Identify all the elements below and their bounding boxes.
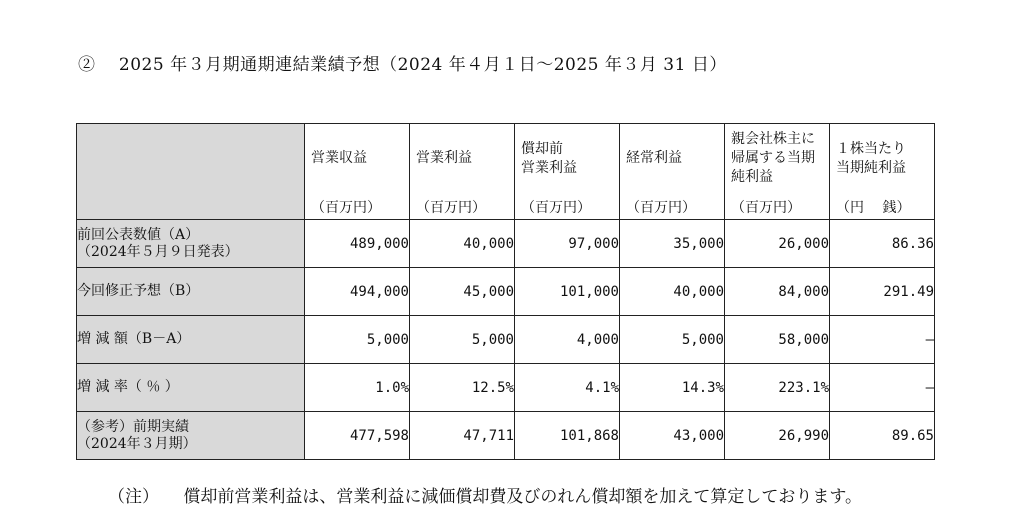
value-cell: 5,000 <box>410 316 515 364</box>
column-header-unit: （百万円） <box>311 200 381 216</box>
row-label <box>77 268 305 316</box>
corner-cell <box>77 124 305 220</box>
row-label-main: 増 減 率（ ％ ） <box>77 379 179 395</box>
footnote-tag: （注） <box>108 487 159 507</box>
column-header-unit: （百万円） <box>626 200 696 216</box>
value-cell: 5,000 <box>305 316 410 364</box>
value-cell: 477,598 <box>305 412 410 460</box>
value-cell: 89.65 <box>830 412 935 460</box>
value-cell: 40,000 <box>620 268 725 316</box>
value-cell: 4.1% <box>515 364 620 412</box>
header-row <box>77 124 935 220</box>
column-header <box>410 124 515 220</box>
column-header <box>830 124 935 220</box>
section-title: ② 2025 年３月期通期連結業績予想（2024 年４月１日～2025 年３月 31 日） <box>78 55 727 75</box>
row-label <box>77 364 305 412</box>
value-cell: 494,000 <box>305 268 410 316</box>
column-header <box>515 124 620 220</box>
column-header-unit: （円 銭） <box>836 200 911 216</box>
forecast-table <box>76 123 935 460</box>
value-cell: 291.49 <box>830 268 935 316</box>
column-header-label: 償却前 営業利益 <box>521 141 577 176</box>
row-label-main: 増 減 額（B－A） <box>77 331 191 347</box>
value-cell: 45,000 <box>410 268 515 316</box>
value-cell: 26,000 <box>725 220 830 268</box>
footnote-text: 償却前営業利益は、営業利益に減価償却費及びのれん償却額を加えて算定しております。 <box>183 487 863 507</box>
row-label-sub: （2024年３月期） <box>77 435 197 452</box>
column-header-label: 営業収益 <box>311 150 367 166</box>
column-header <box>305 124 410 220</box>
row-label <box>77 316 305 364</box>
column-header-label: 経常利益 <box>626 150 682 166</box>
value-cell: 101,000 <box>515 268 620 316</box>
value-cell: 101,868 <box>515 412 620 460</box>
table-row <box>77 268 935 316</box>
row-label <box>77 220 305 268</box>
value-cell: 84,000 <box>725 268 830 316</box>
row-label-sub: （2024年５月９日発表） <box>77 243 239 260</box>
column-header <box>725 124 830 220</box>
value-cell: 5,000 <box>620 316 725 364</box>
value-cell: 97,000 <box>515 220 620 268</box>
value-cell: 47,711 <box>410 412 515 460</box>
row-label-main: 今回修正予想（B） <box>77 283 200 299</box>
column-header-label: 親会社株主に 帰属する当期 純利益 <box>731 131 815 185</box>
row-label-main: （参考）前期実績 <box>77 418 189 435</box>
footnote <box>108 482 862 507</box>
value-cell: 43,000 <box>620 412 725 460</box>
value-cell: 4,000 <box>515 316 620 364</box>
value-cell: ― <box>830 364 935 412</box>
table-row <box>77 316 935 364</box>
column-header-label: 営業利益 <box>416 150 472 166</box>
column-header-unit: （百万円） <box>521 200 591 216</box>
table-row <box>77 364 935 412</box>
value-cell: 12.5% <box>410 364 515 412</box>
table-row <box>77 220 935 268</box>
value-cell: 35,000 <box>620 220 725 268</box>
value-cell: 26,990 <box>725 412 830 460</box>
value-cell: ― <box>830 316 935 364</box>
value-cell: 86.36 <box>830 220 935 268</box>
row-label-main: 前回公表数値（A） <box>77 226 200 243</box>
value-cell: 58,000 <box>725 316 830 364</box>
table-row <box>77 412 935 460</box>
value-cell: 1.0% <box>305 364 410 412</box>
column-header-unit: （百万円） <box>731 200 801 216</box>
column-header-label: １株当たり 当期純利益 <box>836 141 906 176</box>
value-cell: 223.1% <box>725 364 830 412</box>
value-cell: 489,000 <box>305 220 410 268</box>
value-cell: 14.3% <box>620 364 725 412</box>
row-label <box>77 412 305 460</box>
column-header-unit: （百万円） <box>416 200 486 216</box>
value-cell: 40,000 <box>410 220 515 268</box>
column-header <box>620 124 725 220</box>
